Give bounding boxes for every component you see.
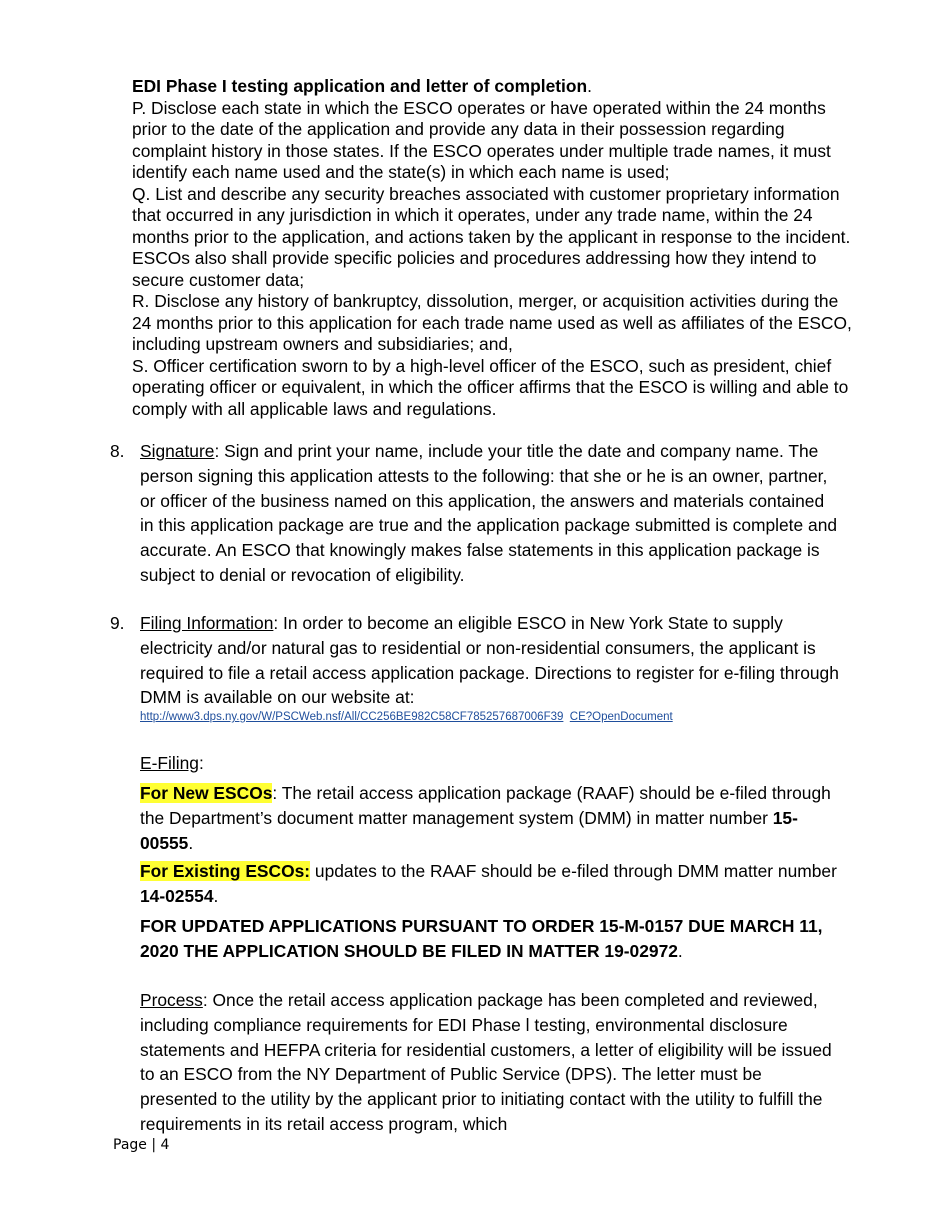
item-q: Q. List and describe any security breaches associated with customer proprietary information that occurred in any jurisdiction in which it operates, under any trade name, within the 24 months prior to the application, and actions taken by the applicant in response to the incident. ESCOs also shall provide specific policies and procedures addressing how they intend to secure customer data; <box>132 183 851 290</box>
existing-escos-end: . <box>213 885 219 906</box>
dps-website-link[interactable] <box>140 711 673 723</box>
new-escos-label: For New ESCOs <box>140 783 273 803</box>
sub-items-heading <box>132 76 852 98</box>
new-escos-matter: 15-00555 <box>140 807 798 853</box>
sub-items-block <box>132 76 852 420</box>
dps-link-part-1[interactable]: http://www3.dps.ny.gov/W/PSCWeb.nsf/All/CC256BE982C58CF785257687006F39 <box>140 711 564 723</box>
updated-applications-notice <box>140 914 840 964</box>
item-8-title: Signature <box>140 441 215 461</box>
existing-escos-text: updates to the RAAF should be e-filed through DMM matter number <box>310 861 837 881</box>
item-8-signature <box>110 439 840 588</box>
existing-escos-paragraph <box>140 859 840 909</box>
dps-link-part-2[interactable]: CE?OpenDocument <box>569 711 673 723</box>
item-9-number: 9. <box>110 613 125 633</box>
existing-escos-label: For Existing ESCOs: <box>140 861 311 881</box>
item-9-text: : In order to become an eligible ESCO in New York State to supply electricity and/or natural gas to residential or non-residential consumers, the applicant is required to file a retail access application package. Directions to register for e-filing through DMM is available on our website at: <box>140 613 839 708</box>
updated-notice-end: . <box>677 940 683 961</box>
item-r: R. Disclose any history of bankruptcy, dissolution, merger, or acquisition activities during the 24 months prior to this application for each trade name used as well as affiliates of the ESCO, including upstream owners and subsidiaries; and, <box>132 291 852 354</box>
page-number-footer: Page | 4 <box>113 1137 170 1153</box>
item-8-text: : Sign and print your name, include your title the date and company name. The person signing this application attests to the following: that she or he is an owner, partner, or officer of the business named on this application, the answers and materials contained in this application package are true and the application package submitted is complete and accurate. An ESCO that knowingly makes false statements in this application package is subject to denial or revocation of eligibility. <box>140 441 838 585</box>
process-title: Process <box>140 990 203 1010</box>
item-p: P. Disclose each state in which the ESCO operates or have operated within the 24 months prior to the date of the application and provide any data in their possession regarding complaint history in those states. If the ESCO operates under multiple trade names, it must identify each name used and the state(s) in which each name is used; <box>132 97 831 182</box>
heading-tail: . <box>587 76 592 96</box>
process-text: : Once the retail access application package has been completed and reviewed, including compliance requirements for EDI Phase l testing, environmental disclosure statements and HEFPA criteria for residential customers, a letter of eligibility will be issued to an ESCO from the NY Department of Public Service (DPS). The letter must be presented to the utility by the applicant prior to initiating contact with the utility to fulfill the requirements in its retail access program, which <box>140 990 832 1134</box>
efiling-heading <box>140 751 840 776</box>
item-8-body <box>140 439 840 588</box>
efiling-title: E-Filing <box>140 753 199 773</box>
new-escos-end: . <box>188 832 194 853</box>
existing-escos-matter: 14-02554 <box>140 885 214 906</box>
heading-bold: EDI Phase I testing application and letter of completion <box>132 76 588 96</box>
new-escos-text: : The retail access application package (RAAF) should be e-filed through the Department’s document matter management system (DMM) in matter number <box>140 783 831 828</box>
item-s: S. Officer certification sworn to by a high-level officer of the ESCO, such as president, chief operating officer or equivalent, in which the officer affirms that the ESCO is willing and able to comply with all applicable laws and regulations. <box>132 355 849 419</box>
item-9-title: Filing Information <box>140 613 274 633</box>
item-9-filing-information <box>110 611 840 710</box>
item-9-body <box>140 611 840 710</box>
process-paragraph <box>140 988 840 1137</box>
efiling-colon: : <box>198 753 204 773</box>
item-8-number: 8. <box>110 441 125 461</box>
new-escos-paragraph <box>140 781 840 855</box>
updated-notice-text: FOR UPDATED APPLICATIONS PURSUANT TO ORDER 15-M-0157 DUE MARCH 11, 2020 THE APPLICATION SHOULD BE FILED IN MATTER 19-02972 <box>140 916 823 961</box>
